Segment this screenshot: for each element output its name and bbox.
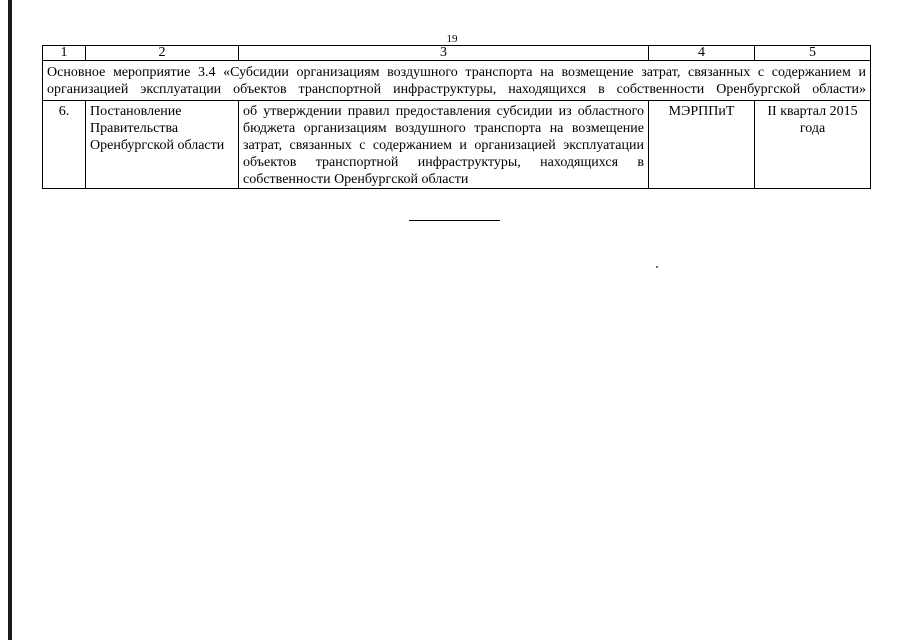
- row-executor: МЭРППиТ: [649, 101, 755, 189]
- scan-speck: [656, 266, 658, 268]
- column-header-3: 3: [239, 46, 649, 61]
- row-document-type: Постановление Правительства Оренбургской области: [86, 101, 239, 189]
- column-header-5: 5: [755, 46, 871, 61]
- column-header-2: 2: [86, 46, 239, 61]
- table-row: [43, 101, 871, 189]
- column-header-4: 4: [649, 46, 755, 61]
- page-left-edge: [8, 0, 12, 640]
- section-title: Основное мероприятие 3.4 «Субсидии организациям воздушного транспорта на возмещение затрат, связанных с содержанием и организацией эксплуатации объектов транспортной инфраструктуры, находящихся в собственности Оренбургской области»: [43, 61, 871, 101]
- measures-table: [42, 45, 871, 189]
- column-header-1: 1: [43, 46, 86, 61]
- row-number: 6.: [43, 101, 86, 189]
- table-header-row: [43, 46, 871, 61]
- row-description: об утверждении правил предоставления субсидии из областного бюджета организациям воздушного транспорта на возмещение затрат, связанных с содержанием и организацией эксплуатации объектов транспортной инфраструктуры, находящихся в собственности Оренбургской области: [239, 101, 649, 189]
- page-number: 19: [446, 33, 458, 45]
- section-row: [43, 61, 871, 101]
- end-separator-line: [409, 220, 500, 221]
- row-term: II квартал 2015 года: [755, 101, 871, 189]
